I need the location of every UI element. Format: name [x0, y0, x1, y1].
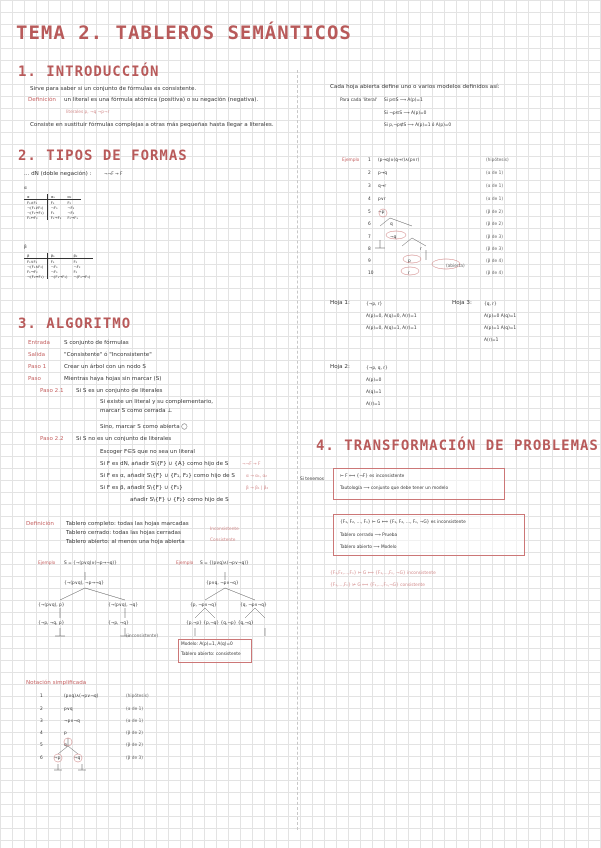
nota-formula: p [64, 731, 67, 736]
paso-22-label: Paso 2.2 [40, 436, 64, 442]
algo-label: Paso 1 [28, 364, 47, 370]
trans-box1-a: ⊨ F ⟺ {¬F} es inconsistente [340, 474, 405, 479]
modelo-row: Si p,¬p∉S ⟶ A(p)=1 ó A(p)=0 [384, 123, 452, 128]
nota-reason: (α de 1) [126, 719, 144, 724]
algo-label: Salida [28, 352, 46, 358]
ej1-n3b: {¬(p∨q), ¬q} [108, 603, 139, 608]
right-ej-reason: (β de 4) [486, 259, 503, 264]
paso-22-c: Si F es α, añadir S\{F} ∪ {F₁, F₂} como hijo de S [100, 473, 235, 479]
beta-cell: ¬F₁ [50, 264, 58, 269]
algo-def-note: Consistente [210, 538, 236, 543]
ej2-label: Ejemplo [176, 561, 194, 566]
right-ej-reason: (β de 3) [486, 247, 503, 252]
modelo-row: Si ¬p∈S ⟶ A(p)=0 [384, 111, 427, 116]
hoja3-label: Hoja 3: [452, 300, 472, 306]
nota-num: 2 [40, 707, 43, 712]
right-ej-formula: ¬p [378, 210, 385, 215]
hoja2-row: A(r)=1 [366, 402, 381, 407]
alpha-cell: ¬(F₁∨F₂) [24, 205, 47, 210]
right-ej-num: 5 [368, 210, 371, 215]
trans-box1-b: Tautología ⟶ conjunto que debe tener un modelo [340, 486, 449, 491]
ej1-tree-lines [30, 566, 170, 646]
right-ej-tree-lines [330, 200, 480, 285]
beta-cell: ¬F₂ [73, 264, 81, 269]
right-ej-reason: (α de 1) [486, 184, 504, 189]
beta-cell: ¬(F₁↔F₂) [24, 274, 47, 279]
hoja1-row: {¬p, r} [366, 302, 383, 307]
right-ej-formula: q→r [378, 184, 387, 189]
section-heading-algoritmo: 3. ALGORITMO [18, 316, 132, 332]
algo-text: Mientras haya hojas sin marcar (S) [64, 376, 162, 382]
alpha-cell: F₂ [67, 200, 72, 205]
ej2-model1: Modelo: A(p)=1, A(q)=0 [181, 642, 233, 647]
hoja3-row: A(p)=1 A(q)=1 [484, 326, 517, 331]
beta-cell: F₁→F₂ [24, 269, 47, 274]
nota-num: 1 [40, 694, 43, 699]
algo-label: Paso [28, 376, 41, 382]
tipos-dn: ... dN (doble negación) : [24, 171, 92, 177]
hoja3-row: {q, r} [484, 302, 497, 307]
right-ej-num: 9 [368, 259, 371, 264]
right-ej-num: 7 [368, 235, 371, 240]
nota-formula: p∨q [64, 707, 73, 712]
nota-reason: (β de 2) [126, 731, 143, 736]
paso-22-a: Escoger F∈S que no sea un literal [100, 449, 195, 455]
algo-text: Crear un árbol con un nodo S [64, 364, 146, 370]
beta-h0: β [24, 253, 47, 259]
hoja1-label: Hoja 1: [330, 300, 350, 306]
algo-label: Entrada [28, 340, 50, 346]
nota-reason: (hipótesis) [126, 694, 149, 699]
right-ej-reason: (β de 3) [486, 235, 503, 240]
trans-box2-c: Tablero abierto ⟶ Modelo [340, 545, 397, 550]
nota-num: 6 [40, 756, 43, 761]
nota-formula: ¬q [74, 756, 81, 761]
ej2-model2: Tablero abierto: consistente [181, 652, 241, 657]
right-ej-num: 8 [368, 247, 371, 252]
intro-examples: literales p, ¬q ¬p¬r [66, 110, 110, 115]
right-ej-formula: p→q [378, 171, 388, 176]
right-ej-num: 1 [368, 158, 371, 163]
right-ej-reason: (β de 2) [486, 222, 503, 227]
page-title: TEMA 2. TABLEROS SEMÁNTICOS [16, 22, 352, 44]
beta-cell: F₁ [50, 259, 55, 264]
beta-cell: ¬F₁ [50, 269, 58, 274]
right-ej-abierta: (abierta) [446, 264, 465, 269]
beta-cell: F₂ [73, 259, 78, 264]
beta-cell: ¬(F₁∧F₂) [24, 264, 47, 269]
trans-line1: {F₁,F₂,…,Fₙ} ⊨ G ⟺ {F₁,…,Fₙ, ¬G} inconsistente [330, 571, 436, 576]
alpha-cell: F₁↔F₂ [24, 215, 47, 220]
ej1-n2: {¬(p∨q), ¬p→¬q} [64, 581, 105, 586]
nota-reason: (β de 2) [126, 743, 143, 748]
nota-reason: (α de 1) [126, 707, 144, 712]
cada-hoja: Cada hoja abierta define uno o varios modelos definidos así: [330, 84, 500, 90]
trans-line2: {F₁,…,Fₙ} ⊭ G ⟺ {F₁,…,Fₙ,¬G} consistente [330, 583, 425, 588]
paso-22-c-note: α → α₁, α₂ [246, 474, 268, 479]
right-ej-formula: p [408, 259, 411, 264]
section-heading-introduccion: 1. INTRODUCCIÓN [18, 64, 160, 80]
paso-21-c: Sino, marcar S como abierta ◯ [100, 424, 188, 430]
alpha-cell: F₂→F₁ [67, 215, 78, 220]
trans-box2-b: Tablero cerrado ⟶ Prueba [340, 533, 398, 538]
alpha-h0: α [24, 194, 47, 200]
alpha-cell: F₁∧F₂ [24, 200, 47, 206]
notacion-heading: Notación simplificada [26, 680, 87, 686]
tipos-dn-rule: ¬¬F → F [104, 172, 123, 177]
beta-cell: F₂ [73, 269, 78, 274]
modelo-label: Para cada 'literal' [340, 98, 378, 103]
right-ej-formula: p∨r [378, 197, 386, 202]
paso-22-d-note: β → β₁ | β₂ [246, 486, 269, 491]
beta-table [24, 253, 93, 279]
beta-cell: F₁∨F₂ [24, 259, 47, 265]
ej1-label: Ejemplo [38, 561, 56, 566]
right-ej-reason: (α de 1) [486, 197, 504, 202]
column-divider [297, 70, 298, 830]
right-ej-formula: r [408, 271, 410, 276]
section-heading-transformacion: 4. TRANSFORMACIÓN DE PROBLEMAS [316, 438, 599, 454]
hoja1-row: A(p)=0, A(q)=0, A(r)=1 [366, 314, 417, 319]
paso-21-b: marcar S como cerrada ⊥ [100, 408, 173, 414]
ej2-n3b: {q, ¬p∨¬q} [240, 603, 267, 608]
right-ej-label: Ejemplo [342, 158, 360, 163]
paso-21-text: Si S es un conjunto de literales [76, 388, 163, 394]
right-ej-formula: (p→q)∧(q→r)∧(p∨r) [378, 158, 420, 163]
right-ej-num: 10 [368, 271, 374, 276]
paso-21-a: Si existe un literal y su complementario, [100, 399, 214, 405]
alpha-cell: F₁ [50, 210, 55, 215]
beta-cell: ¬(F₂→F₁) [73, 274, 91, 279]
ej1-note: (inconsistente) [126, 634, 159, 639]
alpha-cell: ¬F₁ [50, 205, 58, 210]
paso-21-label: Paso 2.1 [40, 388, 64, 394]
alpha-table [24, 194, 81, 220]
right-ej-reason: (β de 2) [486, 210, 503, 215]
right-ej-num: 6 [368, 222, 371, 227]
nota-formula: ¬p∨¬q [64, 719, 80, 724]
nota-formula: ¬p [54, 756, 61, 761]
beta-h1: β₁ [47, 253, 70, 259]
paso-22-d: Si F es β, añadir S\{F} ∪ {F₁} [100, 485, 183, 491]
ej1-n4a: {¬p, ¬q, p} [38, 621, 65, 626]
alpha-cell: ¬F₂ [67, 205, 75, 210]
ej2-root: S = {(p∨q)∧(¬p∨¬q)} [200, 561, 249, 566]
alpha-cell: ¬F₂ [67, 210, 75, 215]
trans-box1 [333, 468, 505, 500]
algo-text: "Consistente" ó "Inconsistente" [64, 352, 152, 358]
right-ej-formula: ¬q [390, 235, 397, 240]
alpha-cell: ¬(F₁→F₂) [24, 210, 47, 215]
paso-22-text: Si S no es un conjunto de literales [76, 436, 172, 442]
alpha-cell: F₁→F₂ [50, 215, 62, 220]
ej1-n3a: {¬(p∨q), p} [38, 603, 65, 608]
right-ej-num: 3 [368, 184, 371, 189]
alpha-label: α [24, 186, 27, 191]
hoja2-row: {¬p, q, r} [366, 366, 388, 371]
right-ej-formula: r [420, 247, 422, 252]
nota-formula: (p∨q)∧(¬p∨¬q) [64, 694, 99, 699]
nota-num: 3 [40, 719, 43, 724]
paso-22-b-note: ¬¬F → F [242, 462, 261, 467]
intro-line1: Sirve para saber si un conjunto de fórmulas es consistente. [30, 86, 197, 92]
right-ej-reason: (β de 4) [486, 271, 503, 276]
hoja3-row: A(p)=0 A(q)=1 [484, 314, 517, 319]
nota-num: 4 [40, 731, 43, 736]
intro-def-label: Definición [28, 97, 56, 103]
beta-cell: ¬(F₁→F₂) [50, 274, 68, 279]
modelo-row: Si p∈S ⟶ A(p)=1 [384, 98, 423, 103]
hoja2-row: A(p)=0 [366, 378, 382, 383]
ej2-n4: {p,¬p} {p,¬q} {q,¬p} {q,¬q} [186, 621, 254, 626]
trans-box1-label: Si tenemos [300, 477, 325, 482]
section-heading-tipos: 2. TIPOS DE FORMAS [18, 148, 188, 164]
alpha-cell: F₁ [50, 200, 55, 205]
alpha-h2: α₂ [64, 194, 81, 200]
trans-box2-a: {F₁, F₂, …, Fₙ} ⊨ G ⟺ {F₁, F₂, …, Fₙ, ¬G} es inconsistente [340, 520, 466, 525]
intro-def-text: un literal es una fórmula atómica (positiva) o su negación (negativa). [64, 97, 259, 103]
algo-def-label: Definición [26, 521, 54, 527]
ej2-n3a: {p, ¬p∨¬q} [190, 603, 217, 608]
algo-def: Tablero cerrado: todas las hojas cerradas [66, 530, 181, 536]
algo-def: Tablero completo: todas las hojas marcadas [66, 521, 189, 527]
paso-22-b: Si F es dN, añadir S\{F} ∪ {A} como hijo de S [100, 461, 229, 467]
hoja2-row: A(q)=1 [366, 390, 382, 395]
hoja2-label: Hoja 2: [330, 364, 350, 370]
right-ej-num: 2 [368, 171, 371, 176]
ej1-root: S = {¬(p∨q)∧(¬p→¬q)} [64, 561, 117, 566]
right-ej-num: 4 [368, 197, 371, 202]
right-ej-reason: (α de 1) [486, 171, 504, 176]
right-ej-reason: (hipótesis) [486, 158, 509, 163]
hoja1-row: A(p)=0, A(q)=1, A(r)=1 [366, 326, 417, 331]
ej2-n2: {p∨q, ¬p∨¬q} [206, 581, 239, 586]
nota-num: 5 [40, 743, 43, 748]
alpha-h1: α₁ [47, 194, 64, 200]
algo-def-note: Inconsistente [210, 527, 239, 532]
beta-h2: β₂ [71, 253, 94, 259]
nota-formula: q [64, 743, 67, 748]
nota-reason: (β de 3) [126, 756, 143, 761]
ej1-n4b: {¬p, ¬q} [108, 621, 129, 626]
intro-line3: Consiste en sustituir fórmulas complejas a otras más pequeñas hasta llegar a literales. [30, 122, 274, 128]
paso-22-e: añadir S\{F} ∪ {F₂} como hijo de S [130, 497, 229, 503]
hoja3-row: A(r)=1 [484, 338, 499, 343]
algo-text: S conjunto de fórmulas [64, 340, 129, 346]
ej2-tree-lines [180, 566, 290, 641]
nota-tree-lines [44, 690, 104, 780]
right-ej-formula: q [390, 222, 393, 227]
beta-label: β [24, 245, 27, 250]
algo-def: Tablero abierto: al menos una hoja abierta [66, 539, 185, 545]
